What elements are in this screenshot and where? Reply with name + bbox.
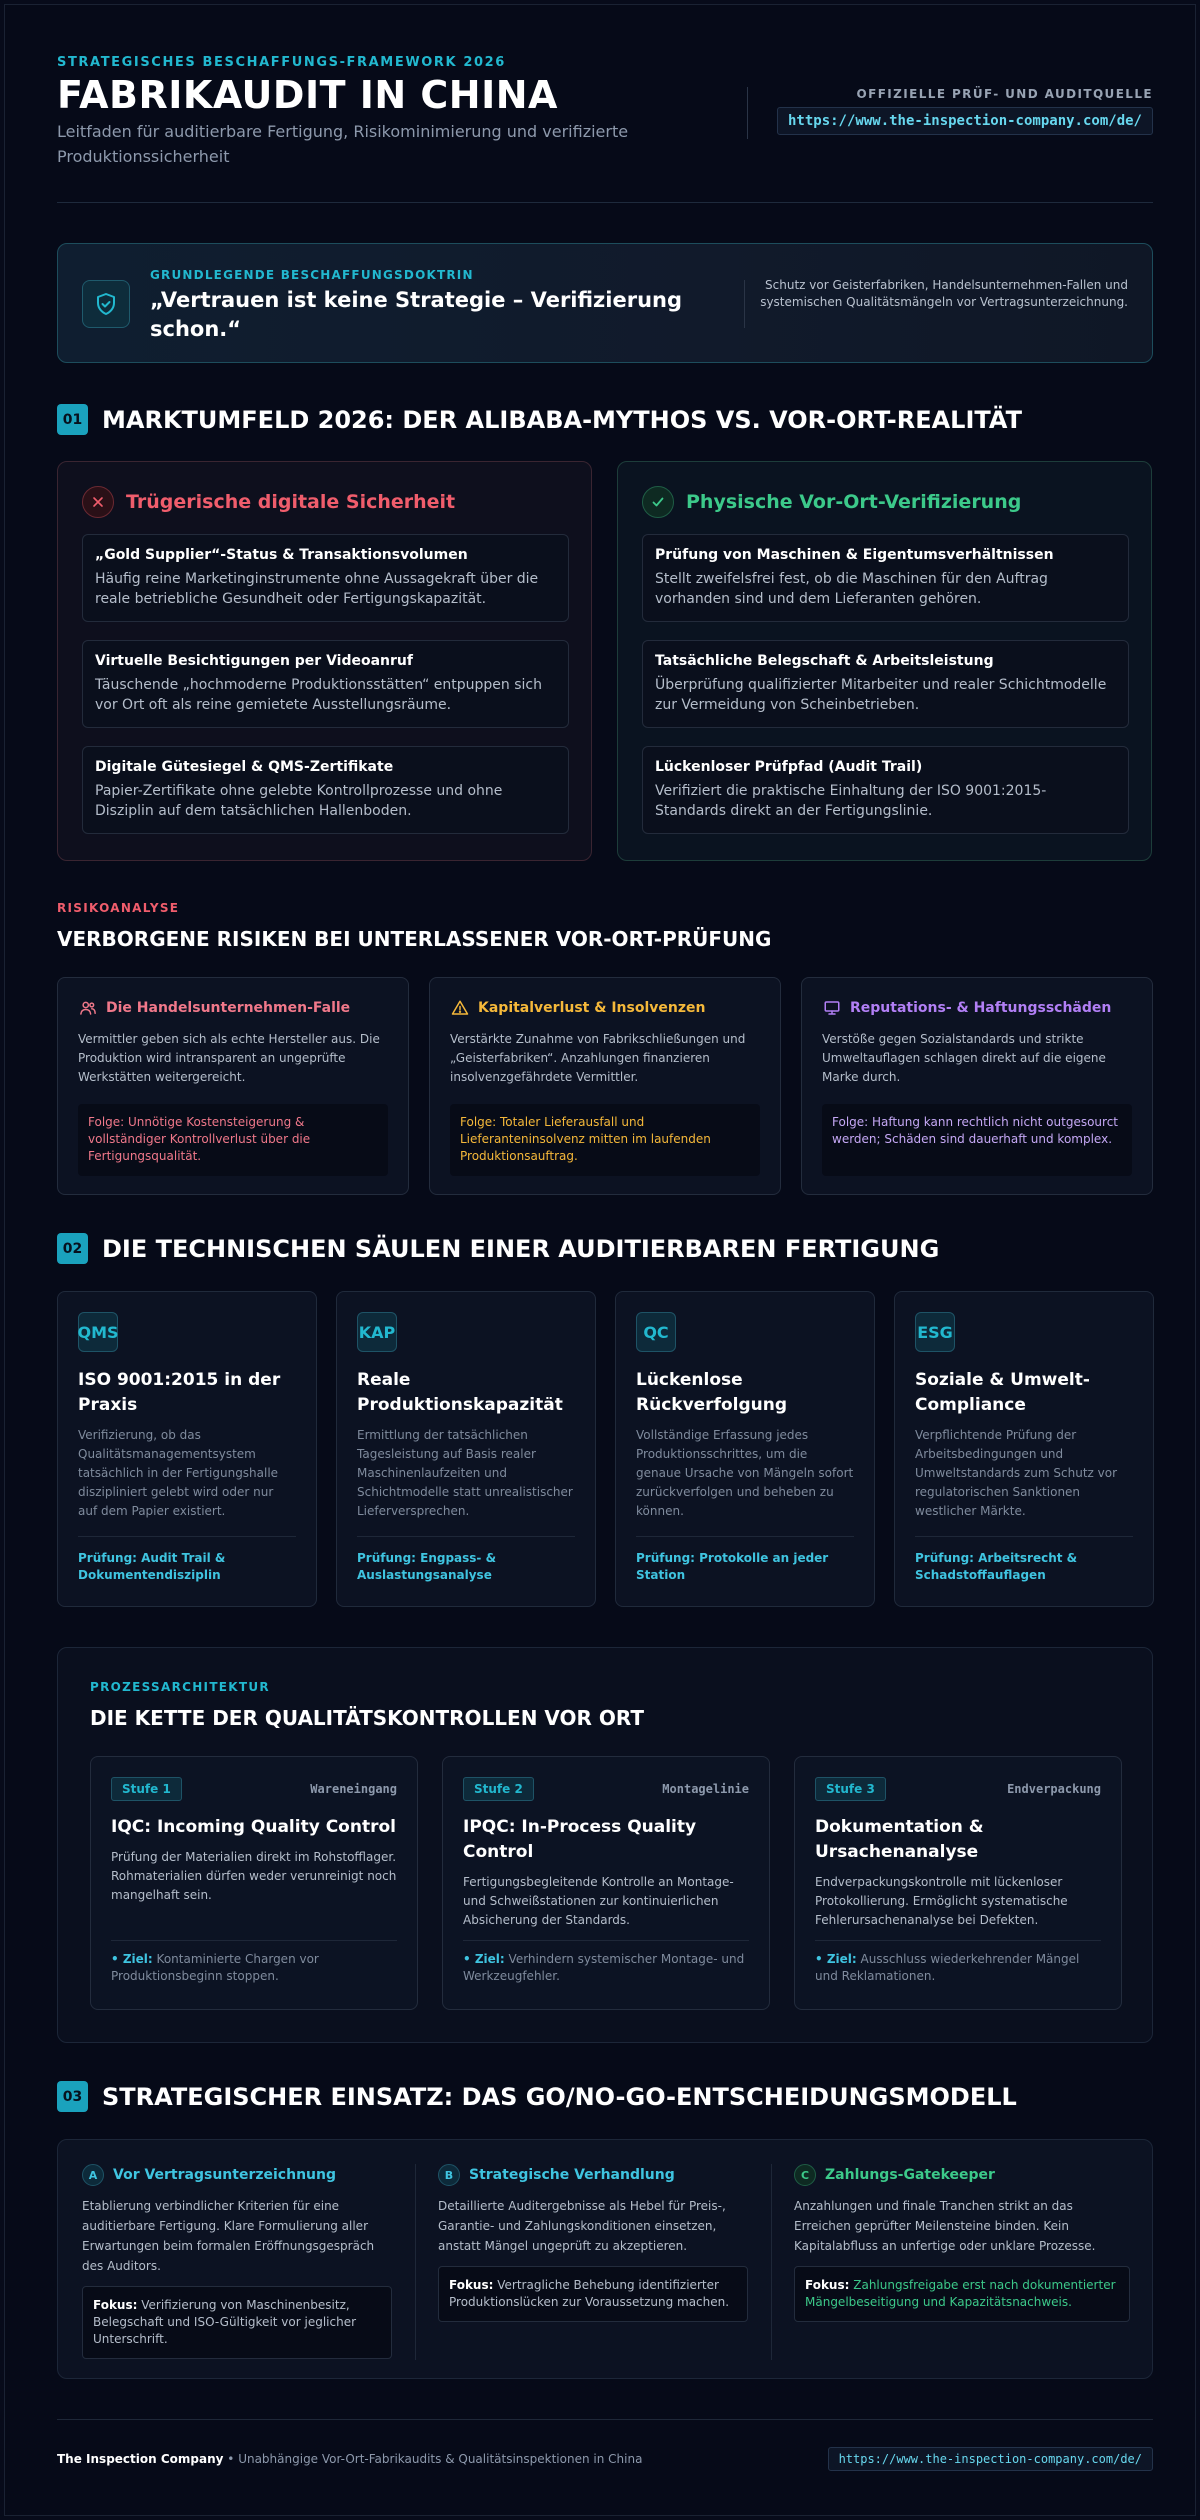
doctrine-note: Schutz vor Geisterfabriken, Handelsunternehmen-Fallen und systemischen Qualitätsmängeln vor Vertragsunterzeichnung.: [760, 278, 1128, 309]
footer-company: The Inspection Company: [57, 2452, 224, 2466]
process-title: DIE KETTE DER QUALITÄTSKONTROLLEN VOR ORT: [90, 1706, 645, 1730]
gng-column-b: [438, 2164, 748, 2322]
panel-header: [82, 486, 455, 518]
risk-section-title: VERBORGENE RISIKEN BEI UNTERLASSENER VOR-ORT-PRÜFUNG: [57, 927, 772, 951]
pillar-description: Verpflichtende Prüfung der Arbeitsbedingungen und Umweltstandards zum Schutz vor regulatorischen Sanktionen westlicher Märkte.: [915, 1428, 1118, 1518]
item-title: „Gold Supplier“-Status & Transaktionsvolumen: [95, 547, 468, 563]
goal-text: Kontaminierte Chargen vor Produktionsbeginn stoppen.: [111, 1952, 319, 1983]
pillar-description: Ermittlung der tatsächlichen Tagesleistung auf Basis realer Maschinenlaufzeiten und Schichtmodelle statt unrealistischer Lieferversprechen.: [357, 1428, 573, 1518]
gng-description: Anzahlungen und finale Tranchen strikt an das Erreichen geprüfter Meilensteine binden. Kein Kapitalabfluss an unfertige oder unklare Prozesse.: [794, 2199, 1096, 2253]
section-header-01: [57, 404, 1022, 435]
gng-description: Detaillierte Auditergebnisse als Hebel für Preis-, Garantie- und Zahlungskonditionen einsetzen, anstatt Mängel ungeprüft zu akzeptieren.: [438, 2199, 726, 2253]
risk-consequence: Folge: Totaler Lieferausfall und Lieferanteninsolvenz mitten im laufenden Produktionsauftrag.: [450, 1104, 760, 1176]
goal-text: Ausschluss wiederkehrender Mängel und Reklamationen.: [815, 1952, 1080, 1983]
section-header-03: [57, 2081, 1017, 2112]
warning-icon: [450, 998, 470, 1018]
section-title: DIE TECHNISCHEN SÄULEN EINER AUDITIERBAREN FERTIGUNG: [102, 1234, 940, 1263]
item-title: Prüfung von Maschinen & Eigentumsverhältnissen: [655, 547, 1054, 563]
gng-title: Strategische Verhandlung: [469, 2167, 675, 2183]
item-description: Überprüfung qualifizierter Mitarbeiter und realer Schichtmodelle zur Vermeidung von Scheinbetrieben.: [655, 677, 1107, 713]
stage-header: [111, 1777, 397, 1801]
comparison-item: [82, 746, 569, 834]
onsite-verification-panel: [617, 461, 1152, 861]
risk-section-label: RISIKOANALYSE: [57, 901, 180, 915]
stage-location: Endverpackung: [1007, 1782, 1101, 1796]
stage-card-iqc: [90, 1756, 418, 2010]
stage-badge: Stufe 1: [111, 1777, 182, 1801]
gng-description: Etablierung verbindlicher Kriterien für eine auditierbare Fertigung. Klare Formulierung aller Erwartungen beim formalen Eröffnungsgespräch des Auditors.: [82, 2199, 375, 2273]
panel-title: Physische Vor-Ort-Verifizierung: [686, 491, 1022, 513]
gng-column-c: [794, 2164, 1130, 2322]
gng-title: Vor Vertragsunterzeichnung: [113, 2167, 336, 2183]
item-description: Häufig reine Marketinginstrumente ohne Aussagekraft über die reale betriebliche Gesundheit oder Fertigungskapazität.: [95, 571, 539, 607]
risk-card-description: Verstärkte Zunahme von Fabrikschließungen und „Geisterfabriken“. Anzahlungen finanzieren insolvenzgefährdete Vermittler.: [450, 1032, 746, 1084]
section-header-02: [57, 1233, 939, 1264]
page-frame: [4, 4, 1196, 2516]
stage-header: [463, 1777, 749, 1801]
digital-security-panel: [57, 461, 592, 861]
stage-title: IQC: Incoming Quality Control: [111, 1817, 396, 1837]
page-title: FABRIKAUDIT IN CHINA: [57, 73, 558, 117]
footer-tagline: • Unabhängige Vor-Ort-Fabrikaudits & Qualitätsinspektionen in China: [227, 2452, 643, 2466]
risk-card-header: [450, 998, 760, 1018]
source-url-link[interactable]: https://www.the-inspection-company.com/de/: [777, 107, 1153, 135]
pillar-badge: QC: [636, 1312, 676, 1352]
item-description: Stellt zweifelsfrei fest, ob die Maschinen für den Auftrag vorhanden sind und dem Lieferanten gehören.: [655, 571, 1048, 607]
doctrine-banner: [57, 243, 1153, 363]
risk-card-capital-loss: [429, 977, 781, 1195]
pillar-check: Prüfung: Audit Trail & Dokumentendisziplin: [78, 1551, 226, 1582]
pillar-check: Prüfung: Engpass- & Auslastungsanalyse: [357, 1551, 497, 1582]
stage-card-ipqc: [442, 1756, 770, 2010]
check-icon: [642, 486, 674, 518]
header-divider: [747, 87, 748, 139]
risk-card-trading-company: [57, 977, 409, 1195]
risk-card-title: Kapitalverlust & Insolvenzen: [478, 1000, 706, 1016]
risk-consequence: Folge: Unnötige Kostensteigerung & vollständiger Kontrollverlust über die Fertigungsqualität.: [78, 1104, 388, 1176]
goal-label: • Ziel:: [111, 1952, 153, 1966]
pillar-badge: QMS: [78, 1312, 118, 1352]
comparison-item: [82, 640, 569, 728]
stage-title: Dokumentation & Ursachenanalyse: [815, 1817, 984, 1862]
gng-header: [82, 2164, 392, 2186]
gng-title: Zahlungs-Gatekeeper: [825, 2167, 995, 2183]
process-architecture-panel: [57, 1647, 1153, 2043]
pillar-badge: KAP: [357, 1312, 397, 1352]
gng-divider: [771, 2164, 772, 2360]
section-number: 02: [57, 1233, 88, 1264]
doctrine-quote: „Vertrauen ist keine Strategie – Verifizierung schon.“: [150, 288, 683, 341]
risk-card-description: Verstöße gegen Sozialstandards und strikte Umweltauflagen schlagen direkt auf die eigene Marke durch.: [822, 1032, 1106, 1084]
item-title: Lückenloser Prüfpfad (Audit Trail): [655, 759, 923, 775]
risk-card-header: [78, 998, 388, 1018]
item-title: Virtuelle Besichtigungen per Videoanruf: [95, 653, 413, 669]
stage-header: [815, 1777, 1101, 1801]
pillar-card-qc: [615, 1291, 875, 1607]
gng-focus: [82, 2286, 392, 2359]
comparison-item: [82, 534, 569, 622]
stage-description: Fertigungsbegleitende Kontrolle an Montage- und Schweißstationen zur kontinuierlichen Absicherung der Standards.: [463, 1875, 734, 1927]
pillar-check: Prüfung: Protokolle an jeder Station: [636, 1551, 829, 1582]
focus-text: Vertragliche Behebung identifizierter Produktionslücken zur Voraussetzung machen.: [449, 2278, 730, 2309]
gng-focus: [794, 2266, 1130, 2322]
gng-divider: [415, 2164, 416, 2360]
pillar-title: ISO 9001:2015 in der Praxis: [78, 1370, 281, 1415]
gng-letter-badge: A: [82, 2164, 104, 2186]
item-description: Papier-Zertifikate ohne gelebte Kontrollprozesse und ohne Disziplin auf dem tatsächlichen Hallenboden.: [95, 783, 503, 819]
pillar-check: Prüfung: Arbeitsrecht & Schadstoffauflagen: [915, 1551, 1078, 1582]
comparison-item: [642, 640, 1129, 728]
stage-goal: [111, 1940, 397, 1985]
stage-badge: Stufe 2: [463, 1777, 534, 1801]
x-icon: [82, 486, 114, 518]
stage-goal: [463, 1940, 749, 1985]
pillar-divider: [636, 1536, 854, 1537]
footer-text: [57, 2452, 642, 2466]
shield-check-icon: [82, 280, 130, 328]
pillar-badge: ESG: [915, 1312, 955, 1352]
risk-card-header: [822, 998, 1132, 1018]
footer-divider: [57, 2419, 1153, 2420]
item-title: Tatsächliche Belegschaft & Arbeitsleistung: [655, 653, 994, 669]
stage-card-documentation: [794, 1756, 1122, 2010]
pillar-divider: [915, 1536, 1133, 1537]
focus-label: Fokus:: [449, 2278, 494, 2292]
gng-focus: [438, 2266, 748, 2322]
risk-consequence: Folge: Haftung kann rechtlich nicht outgesourct werden; Schäden sind dauerhaft und komplex.: [822, 1104, 1132, 1176]
source-label: OFFIZIELLE PRÜF- UND AUDITQUELLE: [856, 87, 1153, 101]
process-label: PROZESSARCHITEKTUR: [90, 1680, 270, 1694]
section-number: 01: [57, 404, 88, 435]
page-subtitle: Leitfaden für auditierbare Fertigung, Risikominimierung und verifizierte Produktionssicherheit: [57, 122, 629, 166]
comparison-item: [642, 534, 1129, 622]
pillar-divider: [78, 1536, 296, 1537]
panel-header: [642, 486, 1021, 518]
gng-column-a: [82, 2164, 392, 2359]
stage-title: IPQC: In-Process Quality Control: [463, 1817, 697, 1862]
focus-label: Fokus:: [805, 2278, 850, 2292]
stage-location: Montagelinie: [662, 1782, 749, 1796]
risk-card-reputation: [801, 977, 1153, 1195]
stage-badge: Stufe 3: [815, 1777, 886, 1801]
go-no-go-panel: [57, 2139, 1153, 2379]
stage-description: Prüfung der Materialien direkt im Rohstofflager. Rohmaterialien dürfen weder verunreinigt noch mangelhaft sein.: [111, 1850, 397, 1902]
goal-text: Verhindern systemischer Montage- und Werkzeugfehler.: [463, 1952, 745, 1983]
stage-goal: [815, 1940, 1101, 1985]
users-icon: [78, 998, 98, 1018]
pillar-description: Verifizierung, ob das Qualitätsmanagementsystem tatsächlich in der Fertigungshalle diszipliniert gelebt wird oder nur auf dem Papier existiert.: [78, 1428, 279, 1518]
comparison-item: [642, 746, 1129, 834]
pillar-divider: [357, 1536, 575, 1537]
header-eyebrow: STRATEGISCHES BESCHAFFUNGS-FRAMEWORK 2026: [57, 55, 506, 70]
section-number: 03: [57, 2081, 88, 2112]
risk-card-title: Die Handelsunternehmen-Falle: [106, 1000, 351, 1016]
risk-card-description: Vermittler geben sich als echte Hersteller aus. Die Produktion wird intransparent an ungeprüfte Werkstätten weitergereicht.: [78, 1032, 380, 1084]
stage-location: Wareneingang: [310, 1782, 397, 1796]
pillar-card-esg: [894, 1291, 1154, 1607]
doctrine-label: GRUNDLEGENDE BESCHAFFUNGSDOKTRIN: [150, 268, 474, 282]
pillar-title: Soziale & Umwelt-Compliance: [915, 1370, 1090, 1415]
risk-card-title: Reputations- & Haftungsschäden: [850, 1000, 1112, 1016]
focus-text: Verifizierung von Maschinenbesitz, Belegschaft und ISO-Gültigkeit vor jeglicher Unterschrift.: [93, 2298, 357, 2346]
section-title: STRATEGISCHER EINSATZ: DAS GO/NO-GO-ENTSCHEIDUNGSMODELL: [102, 2082, 1017, 2111]
pillar-title: Lückenlose Rückverfolgung: [636, 1370, 788, 1415]
item-title: Digitale Gütesiegel & QMS-Zertifikate: [95, 759, 394, 775]
focus-label: Fokus:: [93, 2298, 138, 2312]
gng-header: [438, 2164, 748, 2186]
stage-description: Endverpackungskontrolle mit lückenloser Protokollierung. Ermöglicht systematische Fehlerursachenanalyse bei Defekten.: [815, 1875, 1068, 1927]
item-description: Täuschende „hochmoderne Produktionsstätten“ entpuppen sich vor Ort oft als reine gemietete Ausstellungsräume.: [95, 677, 542, 713]
gng-letter-badge: C: [794, 2164, 816, 2186]
focus-text: Zahlungsfreigabe erst nach dokumentierter Mängelbeseitigung und Kapazitätsnachweis.: [805, 2278, 1116, 2309]
header: [57, 5, 1153, 203]
gng-header: [794, 2164, 1130, 2186]
panel-title: Trügerische digitale Sicherheit: [126, 491, 456, 513]
pillar-description: Vollständige Erfassung jedes Produktionsschrittes, um die genaue Ursache von Mängeln sofort zurückverfolgen und beheben zu können.: [636, 1428, 854, 1518]
pillar-card-qms: [57, 1291, 317, 1607]
monitor-icon: [822, 998, 842, 1018]
goal-label: • Ziel:: [463, 1952, 505, 1966]
section-title: MARKTUMFELD 2026: DER ALIBABA-MYTHOS VS. VOR-ORT-REALITÄT: [102, 405, 1022, 434]
pillar-title: Reale Produktionskapazität: [357, 1370, 563, 1415]
item-description: Verifiziert die praktische Einhaltung der ISO 9001:2015-Standards direkt an der Fertigungslinie.: [655, 783, 1047, 819]
pillar-card-kap: [336, 1291, 596, 1607]
goal-label: • Ziel:: [815, 1952, 857, 1966]
page: [57, 5, 1153, 2466]
footer-url-link[interactable]: https://www.the-inspection-company.com/de/: [828, 2447, 1153, 2471]
gng-letter-badge: B: [438, 2164, 460, 2186]
